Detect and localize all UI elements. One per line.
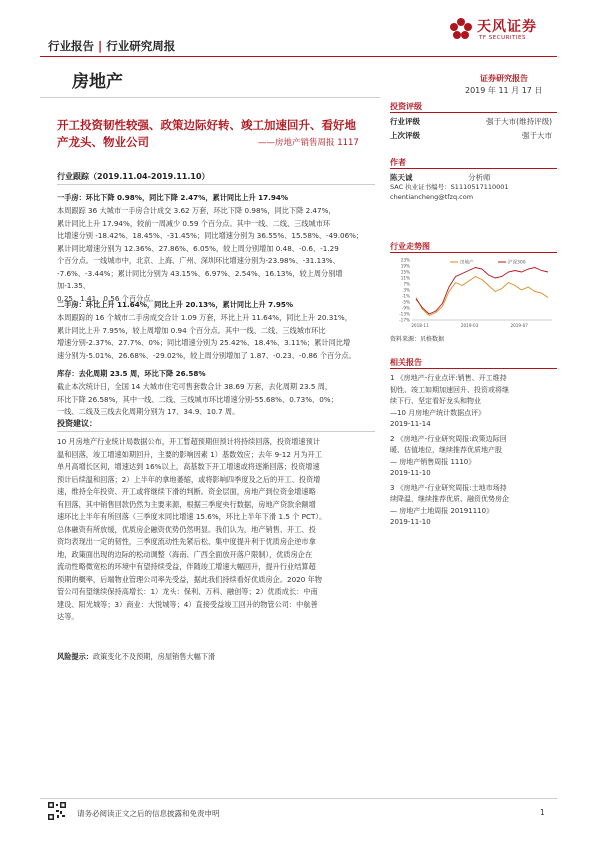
- body-line: -7.6%、-3.44%；累计同比分别为 43.15%、6.97%、2.54%、16.13%，较上周分别增加-1.35、: [57, 268, 343, 290]
- logo-flower-icon: [447, 14, 475, 44]
- first-hand-heading: 一手房：环比下降 0.98%，同比下降 2.47%，累计同比上升 17.94%: [57, 193, 289, 202]
- tracking-divider: [57, 184, 375, 185]
- advice-title: 投资建议：: [57, 419, 97, 428]
- footer-divider: [40, 798, 557, 799]
- inventory-body: [57, 381, 375, 419]
- related-report-line: — 房地产销售周报 1110》: [390, 457, 476, 466]
- related-report-line: 暖、估值地位，继续推荐优质地产股: [390, 446, 502, 454]
- rating-title: 投资评级: [390, 102, 422, 111]
- body-line: 环比下降 26.58%，其中一线、二线、三线城市环比增速分别-55.68%、0.73%、0%；: [57, 394, 338, 404]
- body-line: 增速分别-2.37%、27.7%、0%；同比增速分别为 25.42%、18.4%、3.11%；累计同比增: [57, 338, 351, 347]
- related-report-date: 2019-11-14: [390, 420, 431, 428]
- body-line: 资均表现出一定的韧性，三季度流动性先紧后松、集中度提升利于优质房企逆市拿: [57, 537, 316, 546]
- body-line: 本周跟踪 36 大城市一手房合计成交 3.62 万套，环比下降 0.98%，同比下降 2.47%，: [57, 206, 336, 215]
- x-tick-label: 2019-07: [510, 323, 528, 328]
- body-line: 累计同比上升 7.95%，较上周增加 0.94 个百分点。其中一线、二线、三线城市环比: [57, 325, 326, 335]
- qr-code-icon: [48, 802, 66, 820]
- y-tick-label: 23%: [400, 257, 410, 263]
- company-logo: [447, 14, 557, 46]
- tracking-title: 行业跟踪（2019.11.04-2019.11.10）: [57, 172, 210, 181]
- risk-label: 风险提示：: [57, 652, 93, 661]
- body-line: 建设、阳光城等；3）商业：大悦城等；4）直接受益竣工回升的物管公司：中航善: [57, 599, 318, 609]
- body-line: 达等。: [57, 612, 79, 621]
- related-report-line: 3 《房地产-行业研究周报:土地市场持: [390, 483, 507, 492]
- body-line: 10 月房地产行业统计局数据公布，开工暂超预期但预计将持续回落，投资增速预计: [57, 437, 320, 446]
- industry-rating-row: [390, 116, 557, 127]
- report-headline: 开工投资韧性较强、政策边际好转、竣工加速回升、看好地产龙头、物业公司: [57, 118, 356, 149]
- related-report-item[interactable]: [390, 434, 550, 480]
- series-line-1: [416, 277, 548, 316]
- related-report-line: 韧性、竣工如期加速回升、投资或将继: [390, 385, 509, 394]
- report-type: 证券研究报告: [480, 74, 528, 83]
- category-separator: |: [98, 39, 103, 53]
- body-line: 单月高增长区间，增速达到 16%以上，高基数下开工增速或将逐渐回落；投资增速: [57, 462, 320, 471]
- related-report-line: —10 月房地产统计数据点评》: [390, 408, 486, 417]
- page-number: 1: [540, 808, 545, 817]
- related-report-line: 续下行、坚定看好龙头和物业: [390, 397, 481, 405]
- rating-divider: [390, 112, 557, 113]
- legend-label: 沪深300: [508, 260, 526, 266]
- body-line: 个百分点。一线城市中，北京、上海、广州、深圳环比增速分别为-23.98%、-31.13%、: [57, 256, 340, 265]
- logo-text-cn: 天风证券: [477, 19, 537, 35]
- body-line: 管公司有望继续保持高增长：1）龙头：保利、万科、融创等；2）优质成长：中南: [57, 587, 318, 596]
- x-tick-label: 2019-03: [460, 323, 479, 328]
- body-line: 本周跟踪的 16 个城市二手房成交合计 1.09 万套，环比上升 11.64%，同比上升 20.31%，: [57, 313, 352, 322]
- industry-title: 房地产: [72, 72, 123, 92]
- report-category: [48, 38, 175, 54]
- related-report-line: — 房地产土地周报 20191110》: [390, 506, 494, 515]
- header-divider: [40, 56, 557, 57]
- body-line: 0.25、1.41、0.56 个百分点。: [57, 293, 158, 303]
- related-report-line: 1 《房地产-行业点评:销售、开工维持: [390, 374, 507, 382]
- body-line: 截止本次统计日，全国 14 大城市住宅可售套数合计 38.69 万套，去化周期 23.5 周，: [57, 382, 333, 391]
- risk-text: 政策变化不及预期，房屋销售大幅下滑: [92, 652, 216, 661]
- related-report-line: 2 《房地产-行业研究周报:政策边际回: [390, 434, 507, 443]
- logo-text-en: TF SECURITIES: [479, 35, 526, 41]
- first-hand-body: [57, 205, 375, 305]
- body-line: 预期的概率，后端物业管理公司率先受益，据此我们持续看好优质房企。2020 年物: [57, 574, 322, 584]
- chart-title: 行业走势图: [390, 242, 430, 251]
- footer-disclaimer[interactable]: 请务必阅读正文之后的信息披露和免责申明: [77, 809, 220, 818]
- y-tick-label: -5%: [401, 299, 410, 305]
- body-line: 累计同比上升 17.94%，较前一周减少 0.59 个百分点。其中一线、二线、三线城市环: [57, 218, 331, 228]
- related-divider: [390, 368, 557, 369]
- advice-body: [57, 436, 375, 624]
- industry-rating-label: 行业评级: [390, 117, 420, 126]
- risk-warning: [57, 652, 215, 662]
- body-line: 速环比上半年有所回落（三季度末同比增速 15.6%，环比上半年下滑 1.5 个 PCT）。: [57, 512, 327, 521]
- author-title: 作者: [390, 158, 406, 167]
- y-tick-label: 3%: [403, 287, 410, 293]
- chart-divider: [390, 252, 557, 253]
- y-tick-label: -9%: [401, 305, 410, 311]
- industry-rating-value: 强于大市(维持评级): [486, 117, 552, 126]
- body-line: 速分别为-5.01%、26.68%、-29.02%，较上周分别增加了 1.87、-0.23、-0.86 个百分点。: [57, 350, 356, 360]
- industry-trend-chart: [390, 256, 557, 330]
- body-line: 有回落，其中销售回款仍然为主要来源，根据三季度央行数据，房地产贷款余额增: [57, 499, 316, 509]
- related-report-date: 2019-11-10: [390, 469, 431, 477]
- body-line: 预计后续温和回落；2）上半年的拿地萎缩，或将影响四季度及之后的开工、投资增: [57, 474, 321, 484]
- body-line: 流动性略微宽松的环境中有望持续受益，伴随竣工增速大幅回升，提升行业结算超: [57, 562, 316, 571]
- y-tick-label: -17%: [399, 317, 410, 323]
- body-line: 累计同比增速分别为 12.36%、27.86%、6.05%，较上周分别增加 0.48、-0.6、-1.29: [57, 243, 339, 253]
- body-line: 地，政策面出现的边际的松动调整（海南、广西全面放开落户限制），优质房企在: [57, 549, 313, 559]
- author-cert: SAC 执业证书编号：S1110517110001: [390, 183, 509, 191]
- second-hand-heading: 二手房：环比上升 11.64%，同比上升 20.13%，累计同比上升 7.95%: [57, 300, 294, 309]
- y-tick-label: -1%: [401, 293, 410, 299]
- legend-label: 房地产: [460, 260, 474, 266]
- body-line: 一线、二线及三线去化周期分别为 17、34.9、10.7 周。: [57, 407, 240, 416]
- previous-rating-value: 强于大市: [522, 131, 552, 140]
- series-line-2: [416, 268, 548, 315]
- related-report-item[interactable]: [390, 483, 550, 529]
- inventory-heading: 库存：去化周期 23.5 周，环比下降 26.58%: [57, 369, 206, 378]
- related-report-line: 续降温，继续推荐优质、融资优势房企: [390, 495, 509, 503]
- related-title: 相关报告: [390, 358, 422, 367]
- related-report-date: 2019-11-10: [390, 518, 431, 526]
- report-subtitle: ——房地产销售周报 1117: [258, 138, 359, 148]
- body-line: 总体融资有所放缓，优质房企融资优势仍然明显。我们认为，地产销售、开工、投: [57, 524, 316, 534]
- category-primary: 行业报告: [48, 39, 94, 53]
- report-date: 2019 年 11 月 17 日: [465, 86, 543, 95]
- previous-rating-label: 上次评级: [390, 131, 420, 140]
- author-role: 分析师: [468, 173, 491, 182]
- second-hand-body: [57, 312, 375, 362]
- title-divider: [40, 97, 380, 98]
- y-tick-label: 15%: [400, 269, 410, 275]
- y-tick-label: 19%: [400, 263, 410, 269]
- chart-source: 资料来源：贝格数据: [390, 336, 445, 343]
- x-tick-label: 2018-11: [411, 323, 429, 328]
- y-tick-label: 7%: [403, 281, 410, 287]
- related-report-item[interactable]: [390, 373, 550, 431]
- category-secondary: 行业研究周报: [106, 39, 176, 53]
- author-name: 陈天诚: [390, 173, 413, 182]
- body-line: 速，维持全年投资、开工或将继续下滑的判断。资金层面，房地产到位资金增速略: [57, 487, 316, 496]
- y-tick-label: -13%: [399, 311, 410, 317]
- trend-chart-svg: [390, 256, 557, 330]
- body-line: 比增速分别 -18.42%、18.45%、-31.45%；同比增速分别为 36.55%、15.58%、-49.06%；: [57, 231, 364, 240]
- advice-divider: [57, 431, 375, 432]
- author-divider: [390, 168, 557, 169]
- author-email[interactable]: chentiancheng@tfzq.com: [390, 193, 474, 201]
- y-tick-label: 11%: [400, 275, 410, 281]
- previous-rating-row: [390, 130, 557, 141]
- body-line: 温和回落，竣工增速如期回升，主要的影响因素 1）基数效应；去年 9-12 月为开工: [57, 449, 322, 459]
